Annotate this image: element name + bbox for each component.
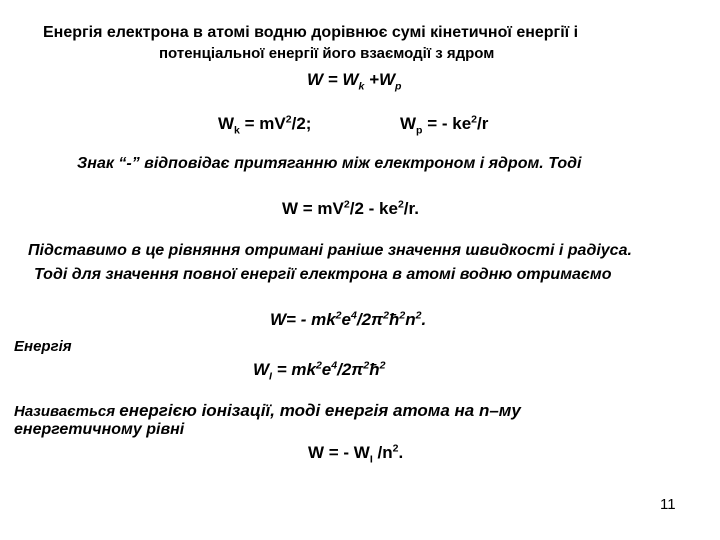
- page-number: 11: [660, 496, 676, 513]
- equation-ionization-energy: $W_I$ = $mk^2e^4/2\pi^2ħ^2$: [253, 359, 386, 383]
- equation-full-energy: $W= - mk^2e^4/2\pi^2ħ^2n^2$.: [270, 309, 427, 329]
- equation-potential-energy: $W_p$ = - $ke^2/r$: [400, 113, 489, 137]
- energy-label: Енергія: [14, 338, 72, 355]
- intro-line-1: Енергія електрона в атомі водню дорівнює сумі кінетичної енергії і: [43, 24, 579, 41]
- equation-kinetic-energy: $W_k = mV^2/2$;: [218, 113, 312, 137]
- sign-note: Знак “-” відповідає притяганню між електроном і ядром. Тоді: [77, 155, 582, 172]
- ionization-note-rest: енергією іонізації, тоді енергія атома на n–му: [119, 401, 521, 420]
- ionization-note-line-2: енергетичному рівні: [14, 421, 185, 438]
- equation-combined-energy: $W = mV^2/2 - ke^2/r$.: [282, 198, 419, 218]
- ionization-note-line-1: [14, 401, 521, 421]
- equation-level-energy: W = - $W_I$ $/n^2$.: [308, 442, 404, 466]
- ionization-note-lead: Називається: [14, 403, 120, 420]
- intro-line-2: потенціальної енергії його взаємодії з ядром: [159, 45, 495, 62]
- equation-total-energy: $W = W_k +W_p$: [307, 70, 402, 93]
- substitution-line-2: Тоді для значення повної енергії електрона в атомі водню отримаємо: [34, 266, 612, 283]
- substitution-line-1: Підставимо в це рівняння отримані раніше значення швидкості і радіуса.: [28, 242, 632, 259]
